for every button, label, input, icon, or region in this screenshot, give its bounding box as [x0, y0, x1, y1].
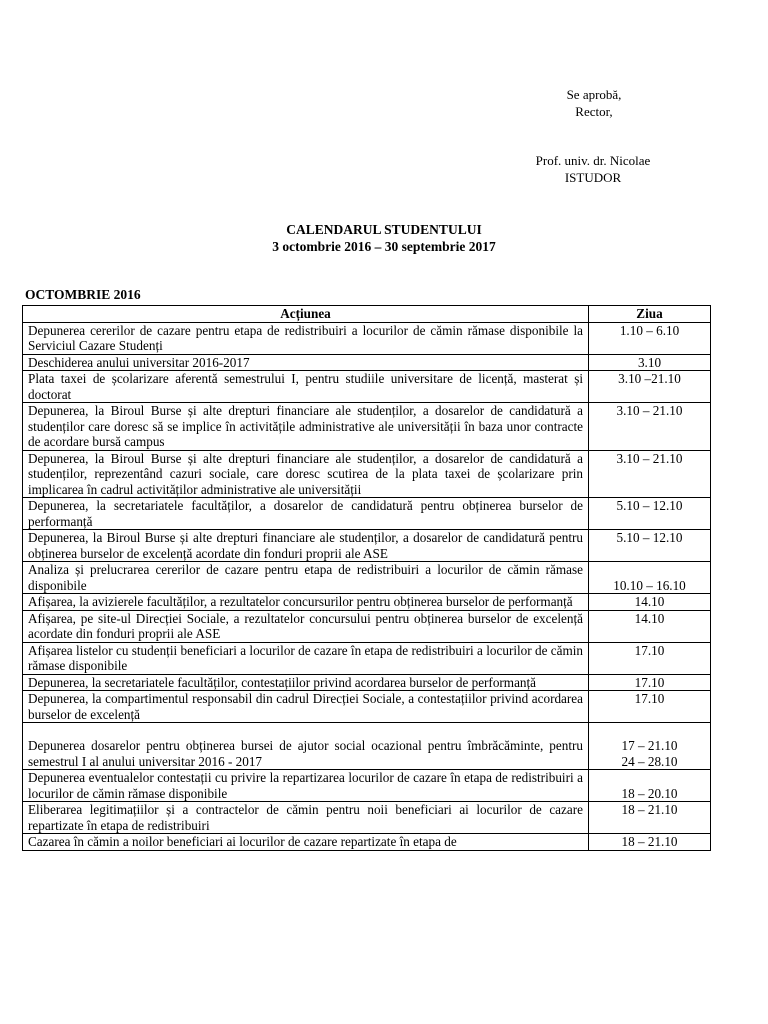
day-cell: [589, 674, 711, 691]
action-cell: Depunerea cererilor de cazare pentru etapa de redistribuiri a locurilor de cămin rămase disponibile la Serviciul Cazare Studenți: [23, 322, 589, 354]
table-row: [23, 691, 711, 723]
table-row: [23, 562, 711, 594]
day-value: 3.10 – 21.10: [616, 450, 683, 466]
day-cell: [589, 594, 711, 611]
table-row: [23, 371, 711, 403]
day-cell: [589, 498, 711, 530]
action-cell: Analiza și prelucrarea cererilor de cazare pentru etapa de redistribuiri a locurilor de cămin rămase disponibile: [23, 562, 589, 594]
day-cell: [589, 770, 711, 802]
day-cell: [589, 802, 711, 834]
day-value: 17.10: [634, 642, 665, 658]
day-value: 3.10: [637, 354, 662, 370]
table-row: [23, 610, 711, 642]
day-value: 24 – 28.10: [621, 753, 678, 769]
action-cell: Afișarea, pe site-ul Direcției Sociale, a rezultatelor concursului pentru obținerea burselor de excelență acordate din fonduri proprii ale ASE: [23, 610, 589, 642]
day-value: 17.10: [634, 691, 665, 706]
header-action: Acțiunea: [23, 306, 589, 323]
table-row: [23, 802, 711, 834]
signer-block: [522, 152, 664, 186]
title-period: 3 octombrie 2016 – 30 septembrie 2017: [272, 239, 496, 254]
day-value: 17 – 21.10: [621, 738, 678, 753]
day-value: 5.10 – 12.10: [616, 498, 683, 513]
day-value: 18 – 20.10: [621, 785, 678, 801]
header-day: Ziua: [589, 306, 711, 323]
day-value: 5.10 – 12.10: [616, 530, 683, 545]
table-row: [23, 354, 711, 371]
table-row: [23, 770, 711, 802]
section-heading: OCTOMBRIE 2016: [25, 287, 141, 302]
table-row: [23, 450, 711, 498]
action-cell: Plata taxei de școlarizare aferentă semestrului I, pentru studiile universitare de licență, masterat și doctorat: [23, 371, 589, 403]
table-row: [23, 322, 711, 354]
day-value: 14.10: [634, 594, 665, 609]
action-cell: Depunerea, la compartimentul responsabil din cadrul Direcției Sociale, a contestațiilor privind acordarea burselor de excelență: [23, 691, 589, 723]
table-row: [23, 403, 711, 451]
day-cell: [589, 691, 711, 723]
day-cell: [589, 450, 711, 498]
day-value: 3.10 –21.10: [618, 371, 681, 386]
table-row: [23, 498, 711, 530]
action-cell: Depunerea eventualelor contestații cu privire la repartizarea locurilor de cazare în etapa de redistribuiri a locurilor de cămin rămase disponibile: [23, 770, 589, 802]
day-cell: [589, 642, 711, 674]
action-cell: Eliberarea legitimațiilor și a contractelor de cămin pentru noii beneficiari ai locurilor de cazare repartizate în etapa de redistribuiri: [23, 802, 589, 834]
day-cell: [589, 354, 711, 371]
table-row: [23, 642, 711, 674]
table-row: [23, 674, 711, 691]
table-row: [23, 834, 711, 851]
day-cell: [589, 322, 711, 354]
day-value: 10.10 – 16.10: [613, 577, 686, 593]
day-cell: [589, 834, 711, 851]
action-cell: Depunerea dosarelor pentru obținerea bursei de ajutor social ocazional pentru îmbrăcăminte, pentru semestrul I al anului universitar 2016 - 2017: [23, 723, 589, 770]
day-value: 14.10: [634, 610, 665, 626]
action-cell: Cazarea în cămin a noilor beneficiari ai locurilor de cazare repartizate în etapa de: [23, 834, 589, 851]
approval-role: Rector,: [575, 104, 613, 119]
document-title: [0, 221, 768, 255]
action-cell: Depunerea, la secretariatele facultăților, a dosarelor de candidatură pentru obținerea burselor de performanță: [23, 498, 589, 530]
action-cell: Depunerea, la secretariatele facultăților, contestațiilor privind acordarea burselor de performanță: [23, 674, 589, 691]
approval-line: Se aprobă,: [566, 87, 622, 102]
day-value: 3.10 – 21.10: [616, 403, 683, 418]
action-cell: Depunerea, la Biroul Burse și alte drepturi financiare ale studenților, a dosarelor de candidatură a studenților care doresc să se implice în activitățile administrative ale universității în baza unor contracte de acordare bursă campus: [23, 403, 589, 451]
table-header-row: [23, 306, 711, 323]
day-value: 18 – 21.10: [621, 802, 678, 817]
action-cell: Depunerea, la Biroul Burse și alte drepturi financiare ale studenților, a dosarelor de candidatură pentru obținerea burselor de excelență acordate din fonduri proprii ale ASE: [23, 530, 589, 562]
day-cell: [589, 562, 711, 594]
day-value: 17.10: [634, 674, 665, 690]
table-row: [23, 530, 711, 562]
day-cell: [589, 403, 711, 451]
day-cell: [589, 723, 711, 770]
action-cell: Afișarea, la avizierele facultăților, a rezultatelor concursurilor pentru obținerea burselor de performanță: [23, 594, 589, 611]
day-value: 18 – 21.10: [621, 834, 678, 849]
signer-name: ISTUDOR: [564, 170, 622, 185]
approval-block: [562, 86, 626, 120]
action-cell: Deschiderea anului universitar 2016-2017: [23, 354, 589, 371]
table-row: [23, 594, 711, 611]
table-row: [23, 723, 711, 770]
signer-title: Prof. univ. dr. Nicolae: [535, 153, 651, 168]
day-cell: [589, 610, 711, 642]
action-cell: Depunerea, la Biroul Burse și alte drepturi financiare ale studenților, a dosarelor de candidatură a studenților, reprezentând cazuri sociale, care doresc scutirea de la plata taxei de școlarizare prin implicarea în cadrul activităților administrative ale universității: [23, 450, 589, 498]
action-cell: Afișarea listelor cu studenții beneficiari a locurilor de cazare în etapa de redistribuiri a locurilor de cămin rămase disponibile: [23, 642, 589, 674]
day-cell: [589, 371, 711, 403]
day-cell: [589, 530, 711, 562]
title-main: CALENDARUL STUDENTULUI: [286, 222, 482, 237]
day-value: 1.10 – 6.10: [619, 322, 680, 338]
calendar-table: [22, 305, 711, 851]
